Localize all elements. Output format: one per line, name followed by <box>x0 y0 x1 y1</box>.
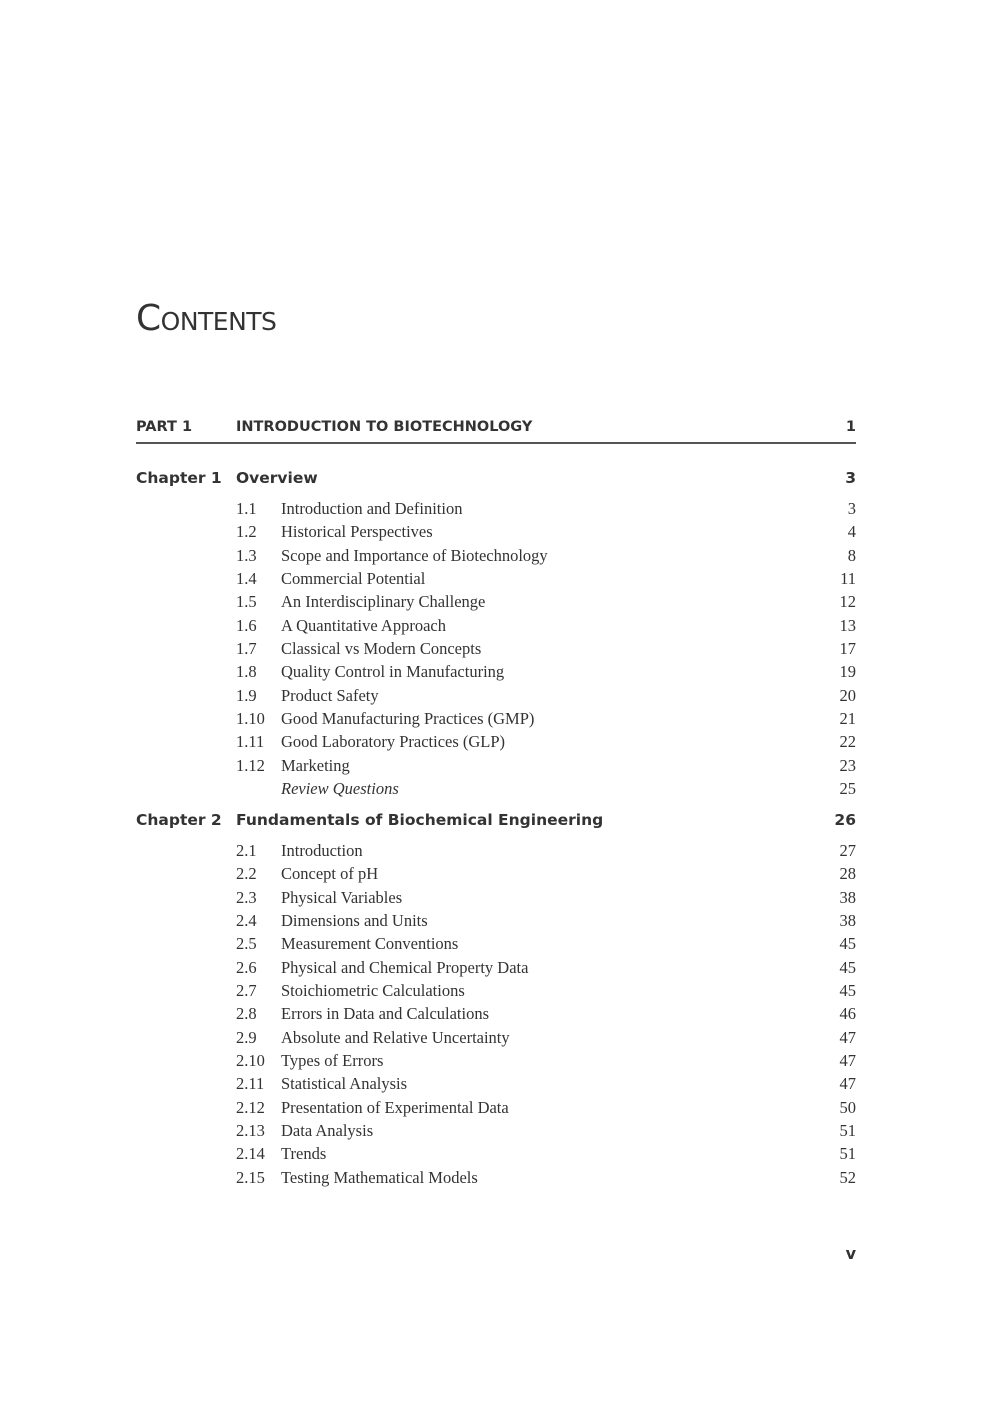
toc-entry <box>236 981 856 1004</box>
section-title: Marketing <box>281 755 350 775</box>
toc-entry <box>236 1144 856 1167</box>
section-title: Testing Mathematical Models <box>281 1167 478 1187</box>
section-number: 1.11 <box>236 732 265 752</box>
toc-entry <box>236 732 856 755</box>
section-title: Good Manufacturing Practices (GMP) <box>281 709 535 729</box>
section-number: 2.5 <box>236 934 257 954</box>
toc-entry <box>236 662 856 685</box>
section-title: Product Safety <box>281 685 379 705</box>
section-number: 2.10 <box>236 1051 265 1071</box>
toc-entry <box>236 1074 856 1097</box>
section-title: Historical Perspectives <box>281 522 433 542</box>
section-number: 1.10 <box>236 709 265 729</box>
section-page: 17 <box>839 639 856 659</box>
section-number: 2.11 <box>236 1074 265 1094</box>
section-title: Presentation of Experimental Data <box>281 1097 509 1117</box>
section-number: 2.7 <box>236 981 257 1001</box>
toc-entry <box>236 1004 856 1027</box>
section-number: 2.6 <box>236 957 257 977</box>
section-number: 1.9 <box>236 685 257 705</box>
section-page: 4 <box>847 522 856 542</box>
toc-entry <box>236 888 856 911</box>
section-page: 51 <box>839 1121 856 1141</box>
section-page: 38 <box>839 911 856 931</box>
section-number: 2.3 <box>236 887 257 907</box>
section-title: Review Questions <box>281 779 399 799</box>
toc-entry <box>236 1121 856 1144</box>
section-page: 11 <box>840 569 856 589</box>
section-page: 45 <box>839 934 856 954</box>
page-number: v <box>845 1244 856 1263</box>
section-number: 1.4 <box>236 569 257 589</box>
chapter-title: Overview <box>236 469 318 487</box>
section-number: 1.5 <box>236 592 257 612</box>
toc-entry <box>236 709 856 732</box>
section-title: Physical and Chemical Property Data <box>281 957 529 977</box>
section-title: Physical Variables <box>281 887 403 907</box>
section-page: 3 <box>847 499 856 518</box>
section-title: Good Laboratory Practices (GLP) <box>281 732 506 752</box>
section-page: 13 <box>839 615 856 635</box>
section-page: 12 <box>839 592 856 612</box>
chapter-1-sections <box>236 499 856 802</box>
section-number: 2.15 <box>236 1167 265 1187</box>
toc-entry <box>236 779 856 802</box>
toc-entry <box>236 616 856 639</box>
section-title: Introduction <box>281 841 363 860</box>
section-number: 1.8 <box>236 662 257 682</box>
section-title: Trends <box>281 1144 327 1164</box>
section-number: 1.3 <box>236 545 257 565</box>
section-page: 45 <box>839 957 856 977</box>
toc-entry <box>236 934 856 957</box>
section-number: 2.2 <box>236 864 257 884</box>
page-title: Contents <box>136 298 277 339</box>
chapter-heading <box>136 811 856 835</box>
toc-entry <box>236 546 856 569</box>
section-page: 51 <box>839 1144 856 1164</box>
toc-entry <box>236 499 856 522</box>
section-page: 47 <box>839 1074 856 1094</box>
toc-entry <box>236 569 856 592</box>
section-title: Stoichiometric Calculations <box>281 981 465 1001</box>
section-title: Scope and Importance of Biotechnology <box>281 545 548 565</box>
toc-entry <box>236 841 856 864</box>
section-number: 1.1 <box>236 499 257 518</box>
toc-entry <box>236 911 856 934</box>
toc-entry <box>236 686 856 709</box>
chapter-title: Fundamentals of Biochemical Engineering <box>236 811 604 829</box>
section-page: 45 <box>839 981 856 1001</box>
section-number: 2.13 <box>236 1121 265 1141</box>
chapter-label: Chapter 1 <box>136 469 222 487</box>
toc-entry <box>236 1028 856 1051</box>
section-page: 23 <box>839 755 856 775</box>
section-page: 21 <box>839 709 856 729</box>
section-number: 2.9 <box>236 1027 257 1047</box>
section-title: Concept of pH <box>281 864 379 884</box>
section-number: 1.7 <box>236 639 257 659</box>
section-title: Introduction and Definition <box>281 499 463 518</box>
toc-entry <box>236 958 856 981</box>
section-title: Errors in Data and Calculations <box>281 1004 490 1024</box>
toc-entry <box>236 1168 856 1191</box>
part-page: 1 <box>845 419 856 435</box>
section-title: Commercial Potential <box>281 569 426 589</box>
part-label: PART 1 <box>136 419 193 435</box>
toc-entry <box>236 639 856 662</box>
section-number: 1.6 <box>236 615 257 635</box>
section-page: 38 <box>839 887 856 907</box>
section-page: 25 <box>839 779 856 799</box>
section-number: 1.12 <box>236 755 265 775</box>
section-number: 2.4 <box>236 911 257 931</box>
section-number: 2.14 <box>236 1144 265 1164</box>
section-number: 1.2 <box>236 522 257 542</box>
toc-entry <box>236 1051 856 1074</box>
section-page: 8 <box>847 545 856 565</box>
section-page: 47 <box>839 1051 856 1071</box>
section-title: Statistical Analysis <box>281 1074 408 1094</box>
toc-entry <box>236 522 856 545</box>
section-page: 50 <box>839 1097 856 1117</box>
section-title: Absolute and Relative Uncertainty <box>281 1027 510 1047</box>
section-number: 2.1 <box>236 841 257 860</box>
section-page: 22 <box>839 732 856 752</box>
toc-entry <box>236 756 856 779</box>
toc-entry <box>236 864 856 887</box>
section-title: Dimensions and Units <box>281 911 428 931</box>
chapter-heading <box>136 469 856 493</box>
section-page: 47 <box>839 1027 856 1047</box>
chapter-page: 3 <box>845 469 856 487</box>
chapter-2-sections <box>236 841 856 1191</box>
section-page: 20 <box>839 685 856 705</box>
section-page: 46 <box>839 1004 856 1024</box>
toc-entry <box>236 1098 856 1121</box>
section-title: Measurement Conventions <box>281 934 459 954</box>
section-title: Classical vs Modern Concepts <box>281 639 482 659</box>
section-title: Quality Control in Manufacturing <box>281 662 505 682</box>
section-number: 2.8 <box>236 1004 257 1024</box>
section-title: Data Analysis <box>281 1121 374 1141</box>
toc-entry <box>236 592 856 615</box>
section-page: 27 <box>839 841 856 860</box>
part-divider <box>136 442 856 444</box>
section-title: A Quantitative Approach <box>281 615 446 635</box>
chapter-page: 26 <box>834 811 856 829</box>
part-heading <box>136 419 856 443</box>
chapter-label: Chapter 2 <box>136 811 222 829</box>
part-title: INTRODUCTION TO BIOTECHNOLOGY <box>236 419 533 435</box>
section-title: Types of Errors <box>281 1051 384 1071</box>
section-page: 19 <box>839 662 856 682</box>
section-page: 28 <box>839 864 856 884</box>
section-page: 52 <box>839 1167 856 1187</box>
section-number: 2.12 <box>236 1097 265 1117</box>
section-title: An Interdisciplinary Challenge <box>281 592 486 612</box>
